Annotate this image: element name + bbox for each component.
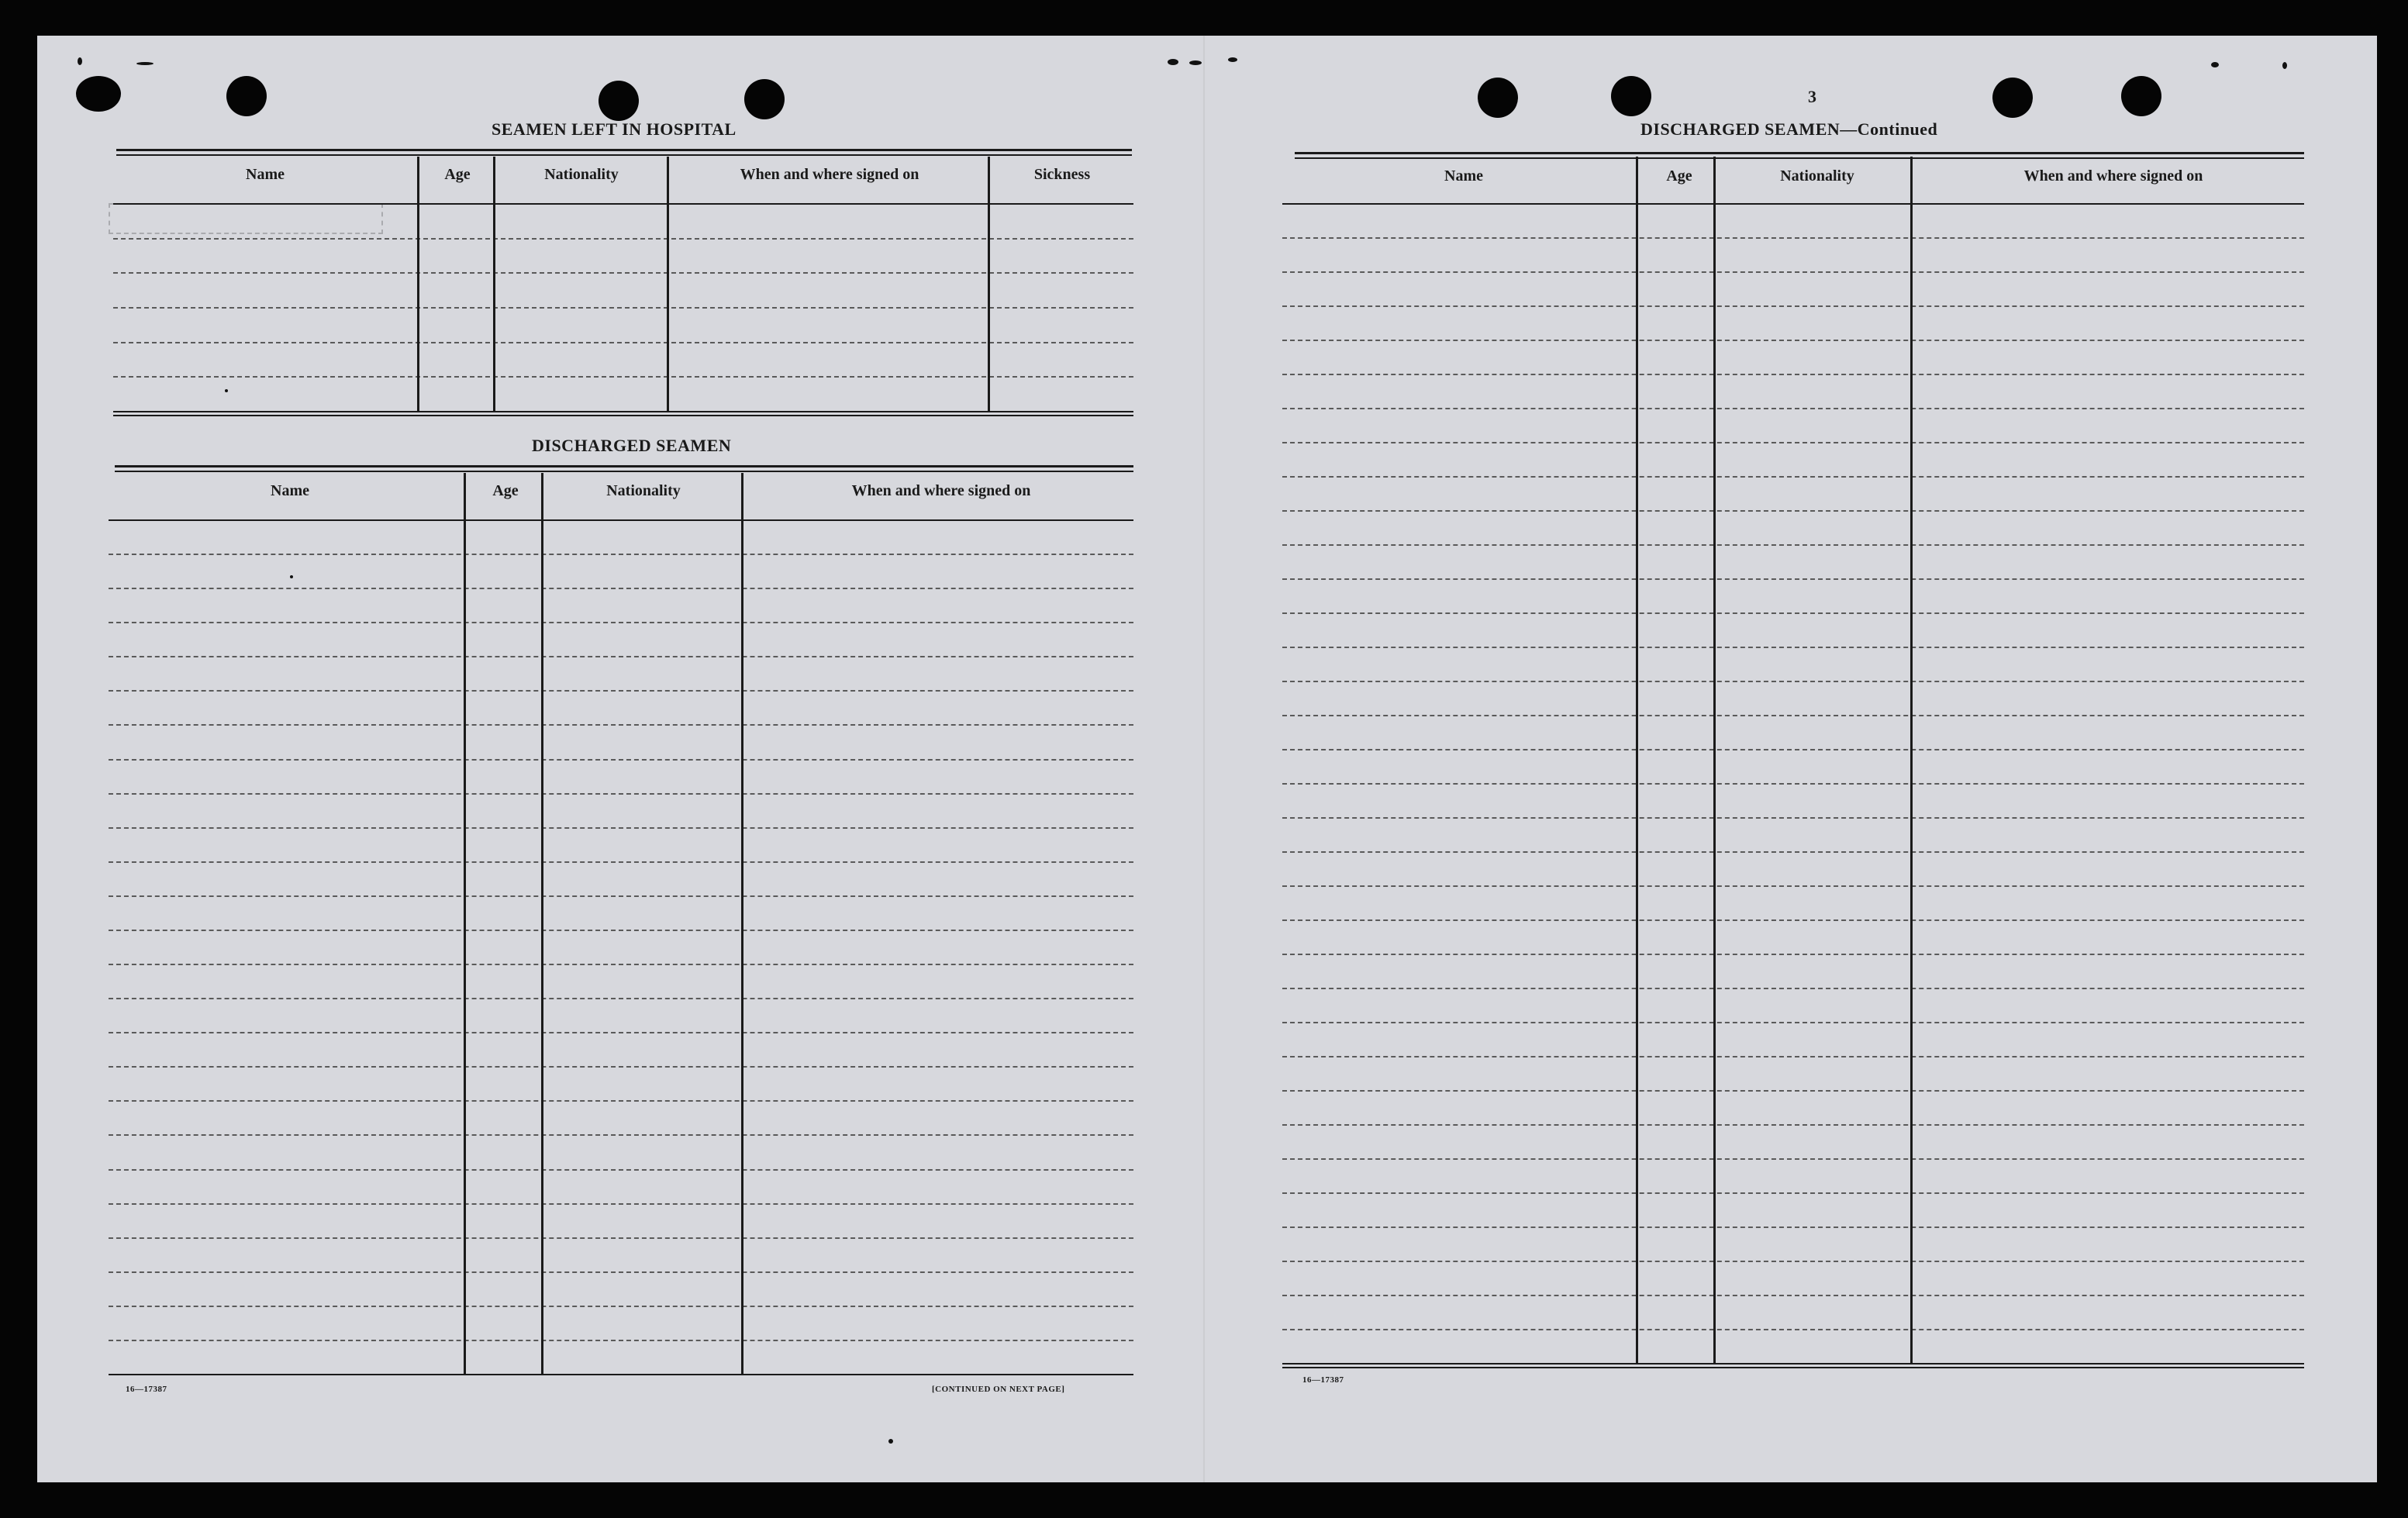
table-row [1282, 408, 2304, 409]
table-row [109, 1066, 1133, 1068]
column-header-age: Age [492, 482, 519, 499]
column-header-when-where: When and where signed on [740, 166, 919, 183]
table-row [109, 1203, 1133, 1205]
table-row [1282, 1295, 2304, 1296]
table-row [1282, 715, 2304, 716]
rule [1295, 157, 2304, 159]
table-row [1282, 1056, 2304, 1057]
column-divider [541, 473, 543, 1374]
table-row [1282, 340, 2304, 341]
faint-stamp [109, 203, 383, 234]
table-row [1282, 1124, 2304, 1126]
table-row [1282, 749, 2304, 750]
punch-hole [744, 79, 785, 119]
ink-speck [1189, 60, 1202, 65]
table-row [1282, 817, 2304, 819]
ink-speck [225, 389, 228, 392]
table-row [109, 1134, 1133, 1136]
continued-note: [CONTINUED ON NEXT PAGE] [932, 1385, 1065, 1394]
table-row [1282, 305, 2304, 307]
column-header-when-where: When and where signed on [851, 482, 1031, 499]
discharged-section-title: DISCHARGED SEAMEN [532, 436, 732, 455]
column-divider [741, 473, 743, 1374]
column-divider [1713, 157, 1716, 1363]
table-row [1282, 1261, 2304, 1262]
table-row [1282, 271, 2304, 273]
table-row [1282, 885, 2304, 887]
table-row [113, 238, 1133, 240]
table-row [1282, 612, 2304, 614]
page-fold [1203, 36, 1205, 1482]
bottom-rule [109, 1374, 1133, 1375]
table-row [1282, 681, 2304, 682]
header-rule [113, 203, 1133, 205]
table-row [1282, 578, 2304, 580]
table-row [1282, 919, 2304, 921]
column-divider [988, 157, 990, 411]
table-row [1282, 544, 2304, 546]
column-header-nationality: Nationality [1780, 167, 1854, 185]
table-row [109, 759, 1133, 761]
table-row [109, 724, 1133, 726]
column-header-name: Name [1444, 167, 1483, 185]
table-row [109, 656, 1133, 657]
table-row [1282, 1158, 2304, 1160]
table-row [109, 827, 1133, 829]
column-header-name: Name [271, 482, 309, 499]
bottom-rule [113, 415, 1133, 416]
rule [115, 465, 1133, 467]
punch-hole [599, 81, 639, 121]
rule [115, 471, 1133, 472]
table-row [1282, 988, 2304, 989]
table-row [109, 1237, 1133, 1239]
punch-hole [226, 76, 267, 116]
table-row [113, 376, 1133, 378]
column-header-age: Age [444, 166, 471, 183]
table-row [1282, 1329, 2304, 1330]
rule [1295, 152, 2304, 154]
page-number: 3 [1808, 87, 1816, 106]
column-header-age: Age [1666, 167, 1692, 185]
bottom-rule [1282, 1363, 2304, 1364]
column-divider [417, 157, 419, 411]
ink-speck [1228, 57, 1237, 62]
table-row [1282, 954, 2304, 955]
hospital-section-title: SEAMEN LEFT IN HOSPITAL [492, 119, 737, 139]
table-row [109, 964, 1133, 965]
header-rule [109, 519, 1133, 521]
table-row [109, 554, 1133, 555]
column-header-nationality: Nationality [606, 482, 681, 499]
ink-speck [2211, 62, 2219, 67]
column-header-nationality: Nationality [544, 166, 619, 183]
table-row [109, 1271, 1133, 1273]
table-row [109, 1306, 1133, 1307]
table-row [1282, 1226, 2304, 1228]
column-divider [667, 157, 669, 411]
bottom-rule [113, 411, 1133, 412]
table-row [1282, 476, 2304, 478]
ink-speck [136, 62, 154, 65]
ink-speck [1168, 59, 1178, 65]
table-row [1282, 374, 2304, 375]
table-row [109, 895, 1133, 897]
bottom-rule [1282, 1367, 2304, 1368]
table-row [1282, 783, 2304, 785]
table-row [113, 342, 1133, 343]
table-row [109, 930, 1133, 931]
ink-speck [2282, 62, 2287, 69]
table-row [1282, 1192, 2304, 1194]
table-row [1282, 851, 2304, 853]
table-row [1282, 1090, 2304, 1092]
ink-speck [888, 1439, 893, 1444]
table-row [109, 588, 1133, 589]
column-divider [1636, 157, 1638, 1363]
table-row [1282, 647, 2304, 648]
ink-speck [290, 575, 293, 578]
table-row [1282, 1022, 2304, 1023]
punch-hole [1992, 78, 2033, 118]
rule [116, 149, 1132, 151]
form-number: 16—17387 [1302, 1375, 1344, 1385]
table-row [113, 307, 1133, 309]
column-header-sickness: Sickness [1033, 166, 1091, 183]
table-row [109, 793, 1133, 795]
punch-hole [76, 76, 121, 112]
column-divider [464, 473, 466, 1374]
ink-speck [78, 57, 82, 65]
table-row [109, 690, 1133, 692]
column-divider [493, 157, 495, 411]
table-row [1282, 237, 2304, 239]
table-row [109, 1340, 1133, 1341]
table-row [1282, 442, 2304, 443]
column-header-when-where: When and where signed on [2023, 167, 2203, 185]
table-row [1282, 510, 2304, 512]
form-number: 16—17387 [126, 1385, 167, 1394]
rule [116, 154, 1132, 156]
column-divider [1910, 157, 1913, 1363]
header-rule [1282, 203, 2304, 205]
punch-hole [1478, 78, 1518, 118]
table-row [109, 622, 1133, 623]
punch-hole [1611, 76, 1651, 116]
table-row [109, 1100, 1133, 1102]
table-row [113, 272, 1133, 274]
discharged-continued-title: DISCHARGED SEAMEN—Continued [1640, 119, 1938, 139]
column-header-name: Name [246, 166, 285, 183]
table-row [109, 1032, 1133, 1033]
table-row [109, 861, 1133, 863]
punch-hole [2121, 76, 2161, 116]
table-row [109, 998, 1133, 999]
table-row [109, 1169, 1133, 1171]
